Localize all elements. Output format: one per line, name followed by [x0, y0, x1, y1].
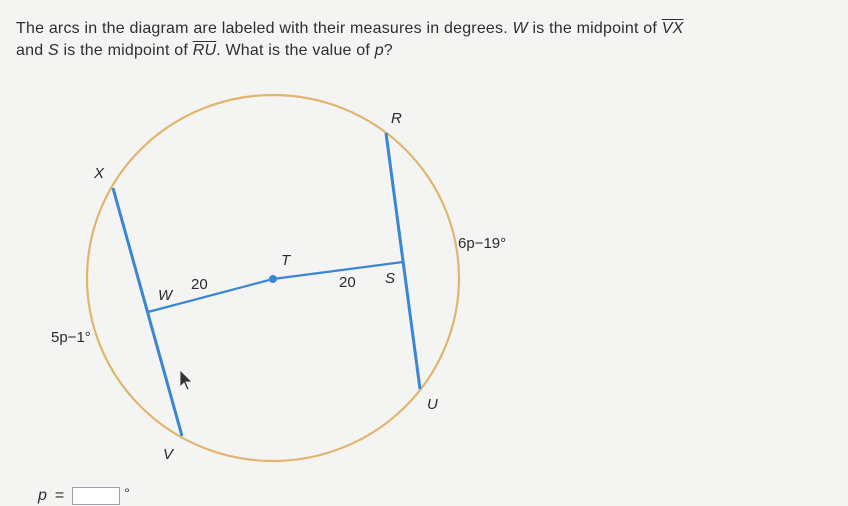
question-part5: . What is the value of [216, 42, 371, 59]
question-segment-ru: $\overline{RU}$ [192, 42, 217, 59]
question-point-w: W [512, 20, 528, 37]
arc-measure-ru: 6p−19° [458, 235, 507, 252]
question-part3: and [16, 42, 44, 59]
question-part4: is the midpoint of [63, 42, 189, 59]
chord-xv [113, 188, 182, 436]
question-part2: is the midpoint of [532, 20, 658, 37]
distance-wt: 20 [191, 276, 208, 293]
question-variable-p: p [374, 42, 384, 59]
label-v: V [163, 446, 174, 463]
mouse-cursor-icon [180, 370, 192, 390]
answer-row [38, 486, 130, 506]
distance-ts: 20 [339, 274, 356, 291]
question-part6: ? [383, 42, 393, 59]
segment-ts [273, 262, 403, 279]
label-r: R [391, 110, 402, 127]
answer-input[interactable] [72, 487, 120, 505]
center-point-t [269, 275, 277, 283]
label-u: U [427, 396, 438, 413]
question-point-s: S [47, 42, 59, 59]
answer-variable: p [38, 487, 47, 504]
arc-measure-xv: 5p−1° [51, 329, 91, 346]
label-w: W [158, 287, 173, 304]
question-part1: The arcs in the diagram are labeled with their measures in degrees. [16, 20, 508, 37]
label-t: T [281, 252, 291, 269]
chord-ru [386, 133, 420, 389]
answer-equals: = [54, 487, 65, 504]
label-s: S [385, 270, 396, 287]
question-segment-vx: $\overline{VX}$ [661, 20, 684, 37]
label-x: X [94, 165, 105, 182]
answer-degree-unit: ° [124, 485, 130, 501]
